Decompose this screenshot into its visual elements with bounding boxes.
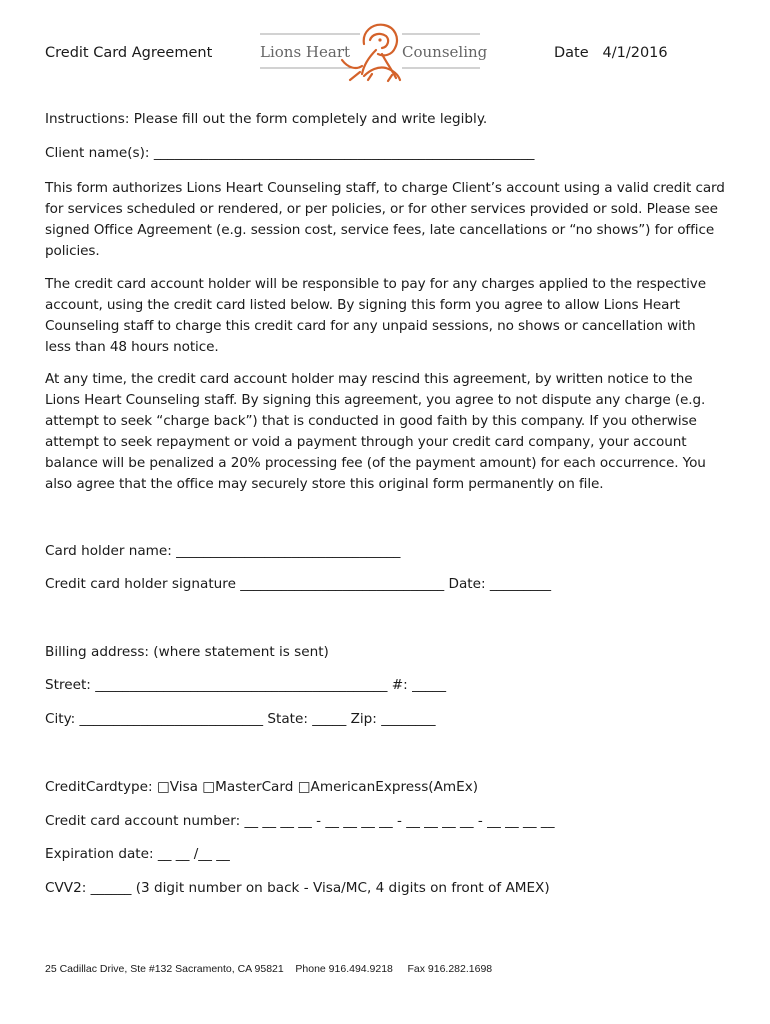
footer-contact: 25 Cadillac Drive, Ste #132 Sacramento, CA 95821 Phone 916.494.9218 Fax 916.282.1698 bbox=[45, 963, 493, 975]
responsibility-paragraph: The credit card account holder will be responsible to pay for any charges applied to the respective account, using the credit card listed below. By signing this form you agree to allow Lions Heart Counseling staff to charge this credit card for any unpaid sessions, no shows or cancellation with less than 48 hours notice. bbox=[45, 276, 706, 355]
account-number-field: Credit card account number: __ __ __ __ - __ __ __ __ - __ __ __ __ - __ __ __ __ bbox=[45, 813, 555, 829]
street-field: Street: ___________________________________________ #: _____ bbox=[45, 677, 447, 693]
instructions-text: Instructions: Please fill out the form completely and write legibly. bbox=[45, 111, 488, 127]
billing-address-label: Billing address: (where statement is sent) bbox=[45, 644, 329, 660]
logo-text-left: Lions Heart bbox=[260, 43, 351, 61]
document-title: Credit Card Agreement bbox=[45, 45, 213, 61]
client-names-field: Client name(s): ________________________________________________________ bbox=[45, 145, 535, 161]
date-value: 4/1/2016 bbox=[602, 45, 668, 61]
card-holder-name-field: Card holder name: _________________________________ bbox=[45, 543, 401, 559]
expiration-date-field: Expiration date: __ __ /__ __ bbox=[45, 846, 230, 862]
rescind-paragraph: At any time, the credit card account holder may rescind this agreement, by written notice to the Lions Heart Counseling staff. By signing this agreement, you agree to not dispute any charge (e.g. attempt to seek “charge back”) that is conducted in good faith by this company. If you otherwise attempt to seek repayment or void a payment through your credit card company, your account balance will be penalized a 20% processing fee (of the payment amount) for each occurrence. You also agree that the office may securely store this original form permanently on file. bbox=[45, 371, 706, 492]
card-type-field: CreditCardtype: □Visa □MasterCard □AmericanExpress(AmEx) bbox=[45, 779, 479, 795]
cvv-field: CVV2: ______ (3 digit number on back - Visa/MC, 4 digits on front of AMEX) bbox=[45, 880, 550, 896]
date-field bbox=[554, 45, 668, 61]
lion-icon bbox=[342, 25, 400, 81]
logo-text-right: Counseling bbox=[402, 43, 487, 61]
lions-heart-logo bbox=[252, 20, 487, 86]
city-state-zip-field: City: ___________________________ State: _____ Zip: ________ bbox=[45, 711, 436, 727]
authorization-paragraph: This form authorizes Lions Heart Counseling staff, to charge Client’s account using a valid credit card for services scheduled or rendered, or per policies, or for other services provided or sold. Please see signed Office Agreement (e.g. session cost, service fees, late cancellations or “no shows”) for office policies. bbox=[45, 180, 725, 259]
date-label: Date bbox=[554, 45, 589, 61]
signature-field: Credit card holder signature ______________________________ Date: _________ bbox=[45, 576, 552, 592]
